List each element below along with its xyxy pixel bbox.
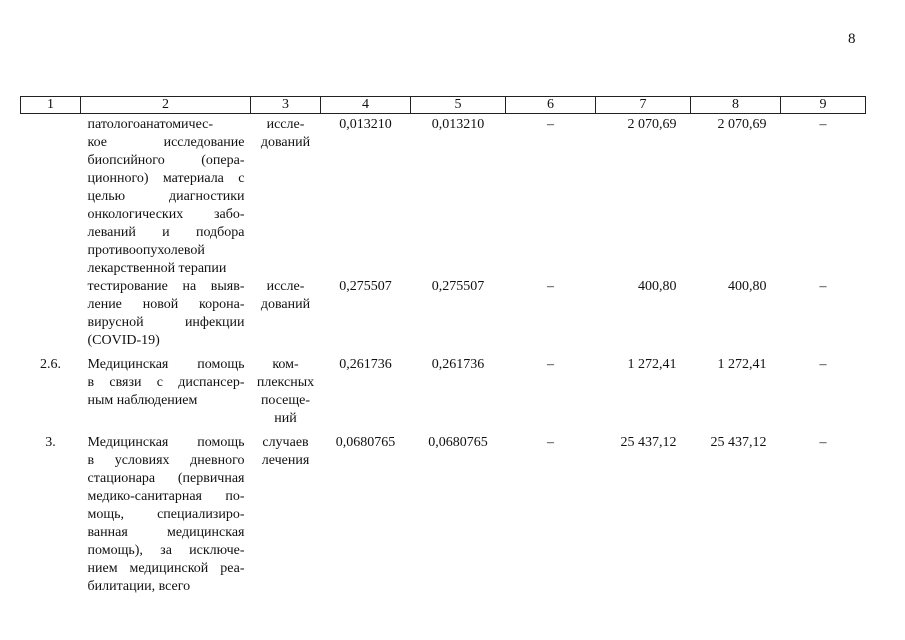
unit: случаев лечения xyxy=(261,435,310,468)
value-col6: – xyxy=(547,117,554,132)
service-name: тестирование на выяв- ление новой корона- вирусной инфекции (COVID-19) xyxy=(87,279,245,348)
column-header: 9 xyxy=(781,97,866,114)
value-col7: 1 272,41 xyxy=(627,357,677,372)
service-name: Медицинская помощь в условиях дневного стационара (первичная медико-санитарная по- мощь, специализиро- ванная медицинская помощь), за исключе- нием медицинской реа- билитации, всего xyxy=(87,435,245,594)
unit: ком- плексных посеще- ний xyxy=(256,357,315,426)
value-col5: 0,275507 xyxy=(431,279,485,294)
value-col7: 25 437,12 xyxy=(620,435,677,450)
page-number: 8 xyxy=(848,31,856,47)
column-header: 2 xyxy=(81,97,251,114)
row-number: 2.6. xyxy=(40,357,61,372)
unit: иссле- дований xyxy=(260,279,311,312)
value-col6: – xyxy=(547,279,554,294)
unit: иссле- дований xyxy=(260,117,311,150)
value-col4: 0,013210 xyxy=(339,117,392,132)
value-col8: 2 070,69 xyxy=(717,117,767,132)
column-header: 4 xyxy=(321,97,411,114)
table-row xyxy=(21,278,866,356)
service-name: Медицинская помощь в связи с диспансер- ным наблюдением xyxy=(87,357,245,408)
table-row xyxy=(21,434,866,596)
column-header: 8 xyxy=(691,97,781,114)
service-name: патологоанатомичес- кое исследование биопсийного (опера- ционного) материала с целью диагностики онкологических забо- леваний и подбора противоопухолевой лекарственной терапии xyxy=(87,117,245,276)
value-col9: – xyxy=(819,435,827,450)
column-header: 6 xyxy=(506,97,596,114)
column-header: 5 xyxy=(411,97,506,114)
value-col9: – xyxy=(819,279,827,294)
column-header: 7 xyxy=(596,97,691,114)
table-row xyxy=(21,356,866,434)
value-col5: 0,261736 xyxy=(431,357,485,372)
value-col4: 0,0680765 xyxy=(335,435,396,450)
value-col7: 2 070,69 xyxy=(627,117,677,132)
value-col8: 25 437,12 xyxy=(710,435,767,450)
value-col7: 400,80 xyxy=(638,279,677,294)
tariff-table xyxy=(20,96,866,596)
value-col5: 0,013210 xyxy=(431,117,485,132)
value-col8: 400,80 xyxy=(728,279,767,294)
column-header: 3 xyxy=(251,97,321,114)
row-number xyxy=(21,114,81,279)
value-col8: 1 272,41 xyxy=(717,357,767,372)
table-row xyxy=(21,114,866,279)
column-header: 1 xyxy=(21,97,81,114)
value-col4: 0,261736 xyxy=(339,357,392,372)
header-row xyxy=(21,97,866,114)
value-col9: – xyxy=(819,117,827,132)
row-number: 3. xyxy=(45,435,56,450)
value-col4: 0,275507 xyxy=(339,279,392,294)
value-col6: – xyxy=(547,357,554,372)
value-col9: – xyxy=(819,357,827,372)
value-col6: – xyxy=(547,435,554,450)
row-number xyxy=(21,278,81,356)
value-col5: 0,0680765 xyxy=(428,435,488,450)
